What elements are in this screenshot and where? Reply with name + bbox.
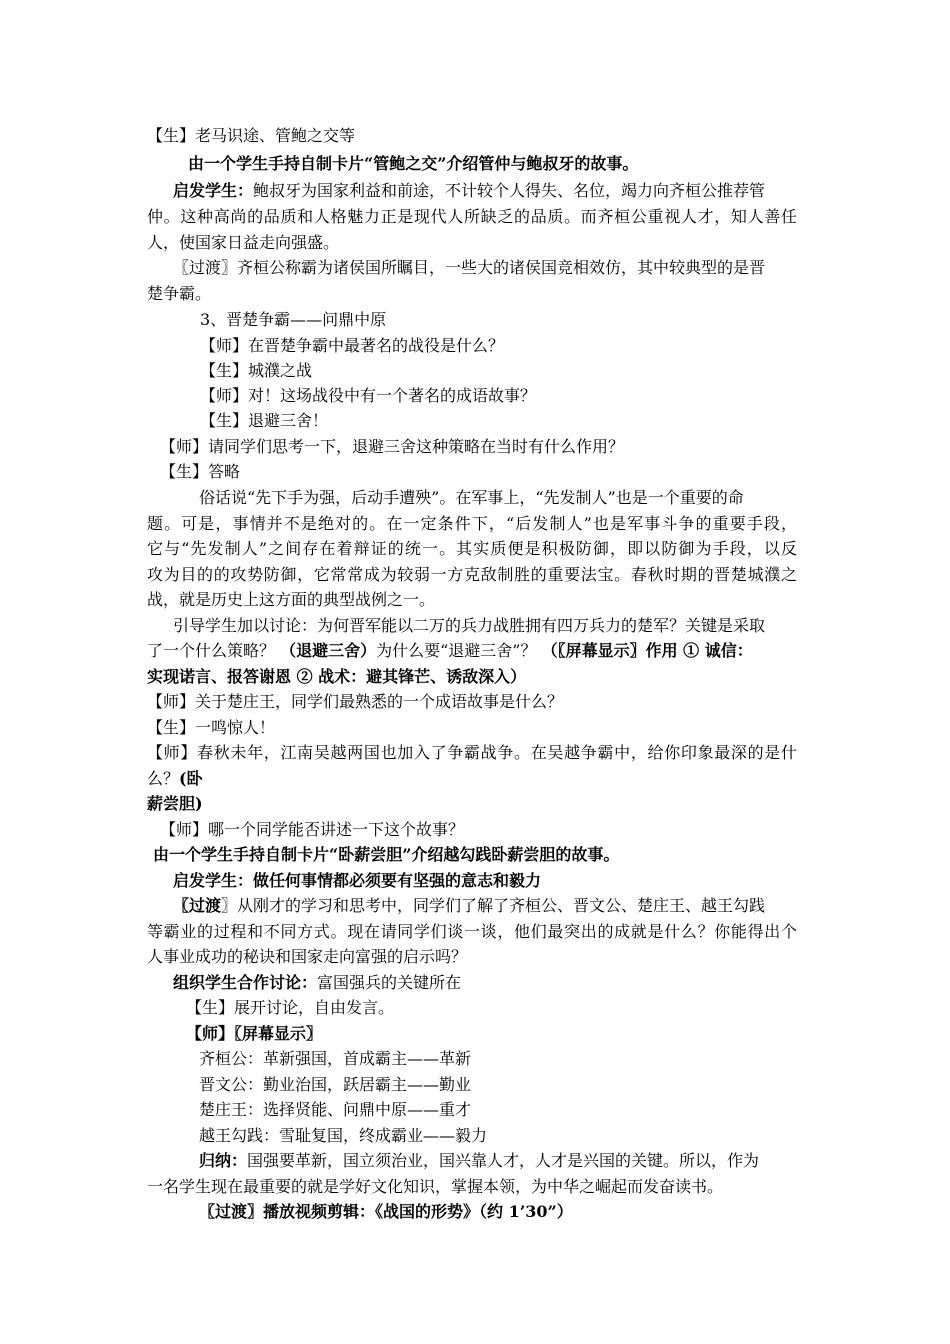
text-line: 战，就是历史上这方面的典型战例之一。 (147, 590, 436, 609)
screen-display-bold: （〖屏幕显示〗作用 ① 诚信： (541, 641, 753, 660)
text-line: 仲。这种高尚的品质和人格魅力正是现代人所缺乏的品质。而齐桓公重视人才，知人善任 (147, 207, 797, 226)
label-bold: 组织学生合作讨论： (173, 973, 318, 992)
section-heading: 3、晋楚争霸——问鼎中原 (200, 310, 387, 329)
transition-bold: 〖过渡 (173, 896, 222, 915)
text-line: 【师】〖屏幕显示〗 (186, 1024, 323, 1043)
text-line: 【生】退避三舍！ (200, 411, 329, 430)
text-span: 鲍叔牙为国家利益和前途，不计较个人得失、名位，竭力向齐桓公推荐管 (253, 181, 766, 200)
text-line: 引导学生加以讨论：为何晋军能以二万的兵力战胜拥有四万兵力的楚军？关键是采取 (173, 616, 766, 635)
text-line: 启发学生：做任何事情都必须要有坚强的意志和毅力 (173, 871, 542, 890)
text-span: 了一个什么策略？ (147, 641, 276, 660)
text-line: 题。可是，事情并不是绝对的。在一定条件下，“后发制人”也是军事斗争的重要手段， (147, 514, 797, 533)
text-span: 么？ (147, 769, 180, 788)
text-line: 俗话说“先下手为强，后动手遭殃”。在军事上，“先发制人”也是一个重要的命 (199, 488, 744, 507)
text-line: 【师】哪一个同学能否讲述一下这个故事？ (160, 820, 465, 839)
text-span: 富国强兵的关键所在 (317, 973, 462, 992)
text-line: 人，使国家日益走向强盛。 (147, 233, 340, 252)
text-line (173, 972, 461, 994)
text-line: 【师】关于楚庄王，同学们最熟悉的一个成语故事是什么？ (147, 692, 564, 711)
text-line: 【生】一鸣惊人！ (147, 718, 276, 737)
text-span: 国强要革新，国立须治业，国兴靠人才，人才是兴国的关键。所以，作为 (247, 1151, 760, 1170)
text-line: 薪尝胆) (147, 794, 203, 813)
text-span: 〗从刚才的学习和思考中，同学们了解了齐桓公、晋文公、楚庄王、越王勾践 (221, 896, 766, 915)
text-line: 〖过渡〗播放视频剪辑：《战国的形势》（约 1’30”） (199, 1202, 573, 1221)
text-line: 由一个学生手持自制卡片“卧薪尝胆”介绍越勾践卧薪尝胆的故事。 (153, 845, 620, 864)
text-line: 等霸业的过程和不同方式。现在请同学们谈一谈，他们最突出的成就是什么？你能得出个 (147, 922, 797, 941)
text-line (147, 640, 753, 662)
text-line: 【生】城濮之战 (200, 361, 313, 380)
text-line: 楚争霸。 (147, 284, 212, 303)
text-line: 【生】答略 (160, 462, 241, 481)
text-line: 【师】春秋未年，江南吴越两国也加入了争霸战争。在吴越争霸中，给你印象最深的是什 (147, 743, 797, 762)
text-line: 实现诺言、报答谢恩 ② 战术：避其锋芒、诱敌深入） (147, 667, 527, 686)
text-line (173, 895, 765, 917)
text-line: 〖过渡〗齐桓公称霸为诸侯国所瞩目，一些大的诸侯国竞相效仿，其中较典型的是晋 (173, 258, 766, 277)
text-line (199, 1150, 759, 1172)
text-line: 由一个学生手持自制卡片“管鲍之交”介绍管仲与鲍叔牙的故事。 (188, 154, 639, 173)
answer-bold: （退避三舍） (280, 641, 377, 660)
text-line: 齐桓公：革新强国，首成霸主——革新 (199, 1049, 472, 1068)
label-bold: 归纳： (199, 1151, 248, 1170)
text-span: 为什么要“退避三舍”？ (376, 641, 537, 660)
text-line: 人事业成功的秘诀和国家走向富强的启示吗？ (147, 947, 468, 966)
answer-bold: (卧 (179, 769, 203, 788)
text-line: 晋文公：勤业治国，跃居霸主——勤业 (199, 1075, 472, 1094)
text-line: 【生】老马识途、管鲍之交等 (147, 126, 356, 145)
text-line: 攻为目的的攻势防御，它常常成为较弱一方克敌制胜的重要法宝。春秋时期的晋楚城濮之 (147, 565, 797, 584)
text-line: 【生】展开讨论，自由发言。 (186, 998, 395, 1017)
text-line: 楚庄王：选择贤能、问鼎中原——重才 (199, 1100, 472, 1119)
text-line: 它与“先发制人”之间存在着辩证的统一。其实质便是积极防御，即以防御为手段，以反 (147, 539, 797, 558)
label-bold: 启发学生： (173, 181, 254, 200)
text-line (173, 180, 765, 202)
text-line: 【师】对！这场战役中有一个著名的成语故事？ (200, 386, 537, 405)
text-line (147, 768, 203, 790)
text-line: 一名学生现在最重要的就是学好文化知识，掌握本领，为中华之崛起而发奋读书。 (147, 1177, 724, 1196)
text-line: 越王勾践：雪耻复国，终成霸业——毅力 (199, 1126, 488, 1145)
text-line: 【师】在晋楚争霸中最著名的战役是什么？ (200, 336, 505, 355)
text-line: 【师】请同学们思考一下，退避三舍这种策略在当时有什么作用？ (160, 437, 625, 456)
